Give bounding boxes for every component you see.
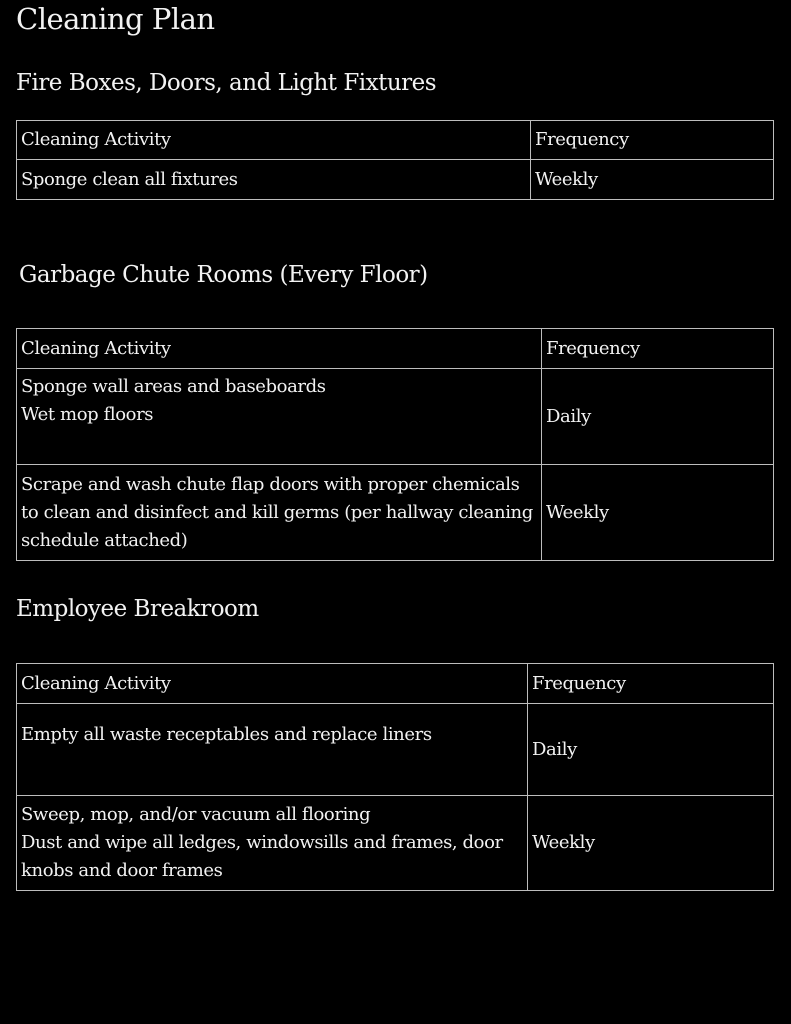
table-row — [17, 796, 774, 891]
column-header-frequency: Frequency — [528, 664, 774, 704]
frequency-cell: Daily — [528, 704, 774, 796]
table-header-row — [17, 664, 774, 704]
table-row — [17, 465, 774, 561]
activity-cell: Scrape and wash chute flap doors with proper chemicals to clean and disinfect and kill germs (per hallway cleaning schedule attached) — [17, 465, 542, 561]
column-header-activity: Cleaning Activity — [17, 664, 528, 704]
fire-boxes-table — [16, 120, 774, 200]
column-header-frequency: Frequency — [531, 121, 774, 160]
frequency-cell: Weekly — [528, 796, 774, 891]
activity-cell: Sponge clean all fixtures — [17, 160, 531, 200]
table-row — [17, 160, 774, 200]
frequency-cell: Weekly — [542, 465, 774, 561]
frequency-cell: Weekly — [531, 160, 774, 200]
frequency-cell: Daily — [542, 369, 774, 465]
garbage-chute-table — [16, 328, 774, 561]
activity-cell: Sponge wall areas and baseboards Wet mop floors — [17, 369, 542, 465]
page-title: Cleaning Plan — [16, 2, 215, 36]
column-header-frequency: Frequency — [542, 329, 774, 369]
employee-breakroom-table — [16, 663, 774, 891]
table-row — [17, 704, 774, 796]
table-row — [17, 369, 774, 465]
column-header-activity: Cleaning Activity — [17, 329, 542, 369]
table-header-row — [17, 329, 774, 369]
table-header-row — [17, 121, 774, 160]
activity-cell: Sweep, mop, and/or vacuum all flooring Dust and wipe all ledges, windowsills and frames, door knobs and door frames — [17, 796, 528, 891]
activity-cell: Empty all waste receptables and replace liners — [17, 704, 528, 796]
section-heading-fire-boxes: Fire Boxes, Doors, and Light Fixtures — [16, 70, 437, 96]
column-header-activity: Cleaning Activity — [17, 121, 531, 160]
section-heading-employee-breakroom: Employee Breakroom — [16, 596, 259, 622]
section-heading-garbage-chute: Garbage Chute Rooms (Every Floor) — [19, 262, 428, 288]
